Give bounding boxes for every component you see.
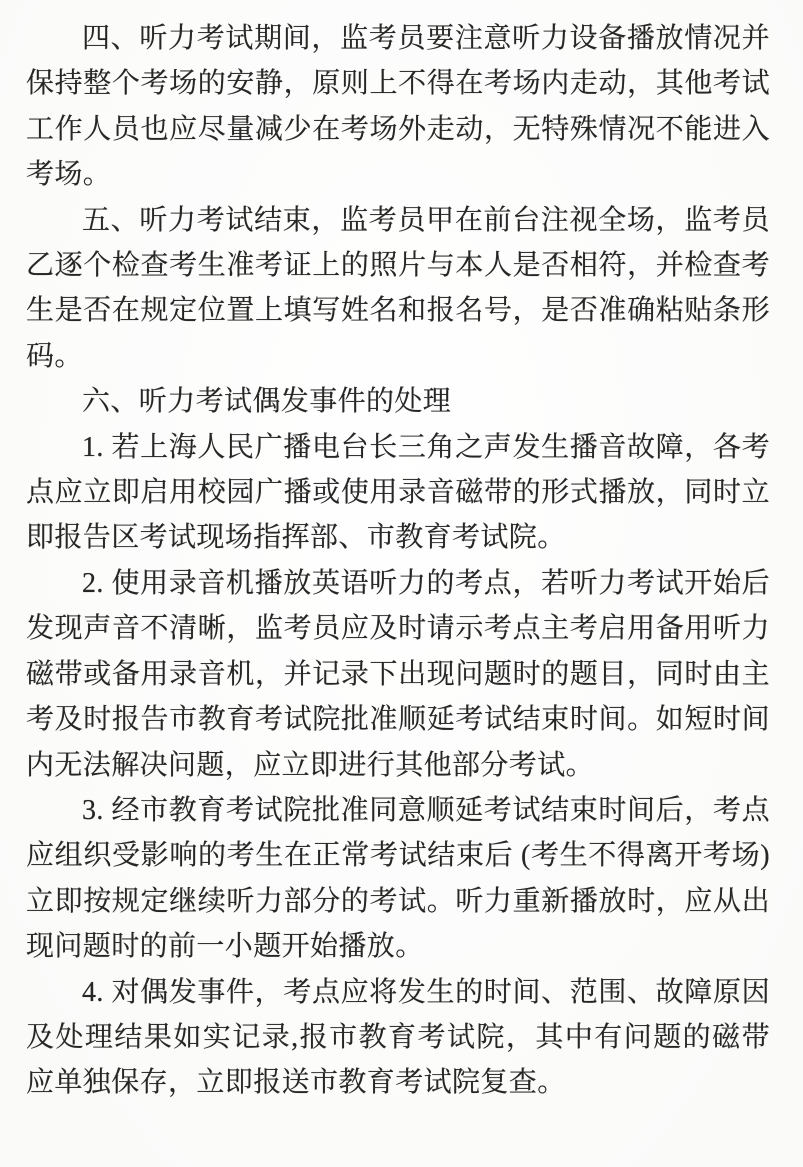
incident-item-1-paragraph: 1. 若上海人民广播电台长三角之声发生播音故障，各考点应立即启用校园广播或使用录音磁带的形式播放，同时立即报告区考试现场指挥部、市教育考试院。 [26, 431, 770, 554]
section-4-paragraph: 四、听力考试期间，监考员要注意听力设备播放情况并保持整个考场的安静，原则上不得在考场内走动，其他考试工作人员也应尽量减少在考场外走动，无特殊情况不能进入考场。 [26, 23, 770, 191]
incident-item-3-paragraph: 3. 经市教育考试院批准同意顺延考试结束时间后，考点应组织受影响的考生在正常考试结束后 (考生不得离开考场)立即按规定继续听力部分的考试。听力重新播放时，应从出现问题时的前一小题开始播放。 [26, 794, 770, 963]
section-5-paragraph: 五、听力考试结束，监考员甲在前台注视全场，监考员乙逐个检查考生准考证上的照片与本人是否相符，并检查考生是否在规定位置上填写姓名和报名号，是否准确粘贴条形码。 [26, 204, 770, 372]
section-6-heading: 六、听力考试偶发事件的处理 [82, 386, 452, 418]
document-text-block [26, 16, 770, 1106]
incident-item-4-paragraph: 4. 对偶发事件，考点应将发生的时间、范围、故障原因及处理结果如实记录,报市教育考试院，其中有问题的磁带应单独保存，立即报送市教育考试院复查。 [26, 976, 770, 1099]
incident-item-2-paragraph: 2. 使用录音机播放英语听力的考点，若听力考试开始后发现声音不清晰，监考员应及时请示考点主考启用备用听力磁带或备用录音机，并记录下出现问题时的题目，同时由主考及时报告市教育考试院批准顺延考试结束时间。如短时间内无法解决问题，应立即进行其他部分考试。 [26, 567, 770, 781]
